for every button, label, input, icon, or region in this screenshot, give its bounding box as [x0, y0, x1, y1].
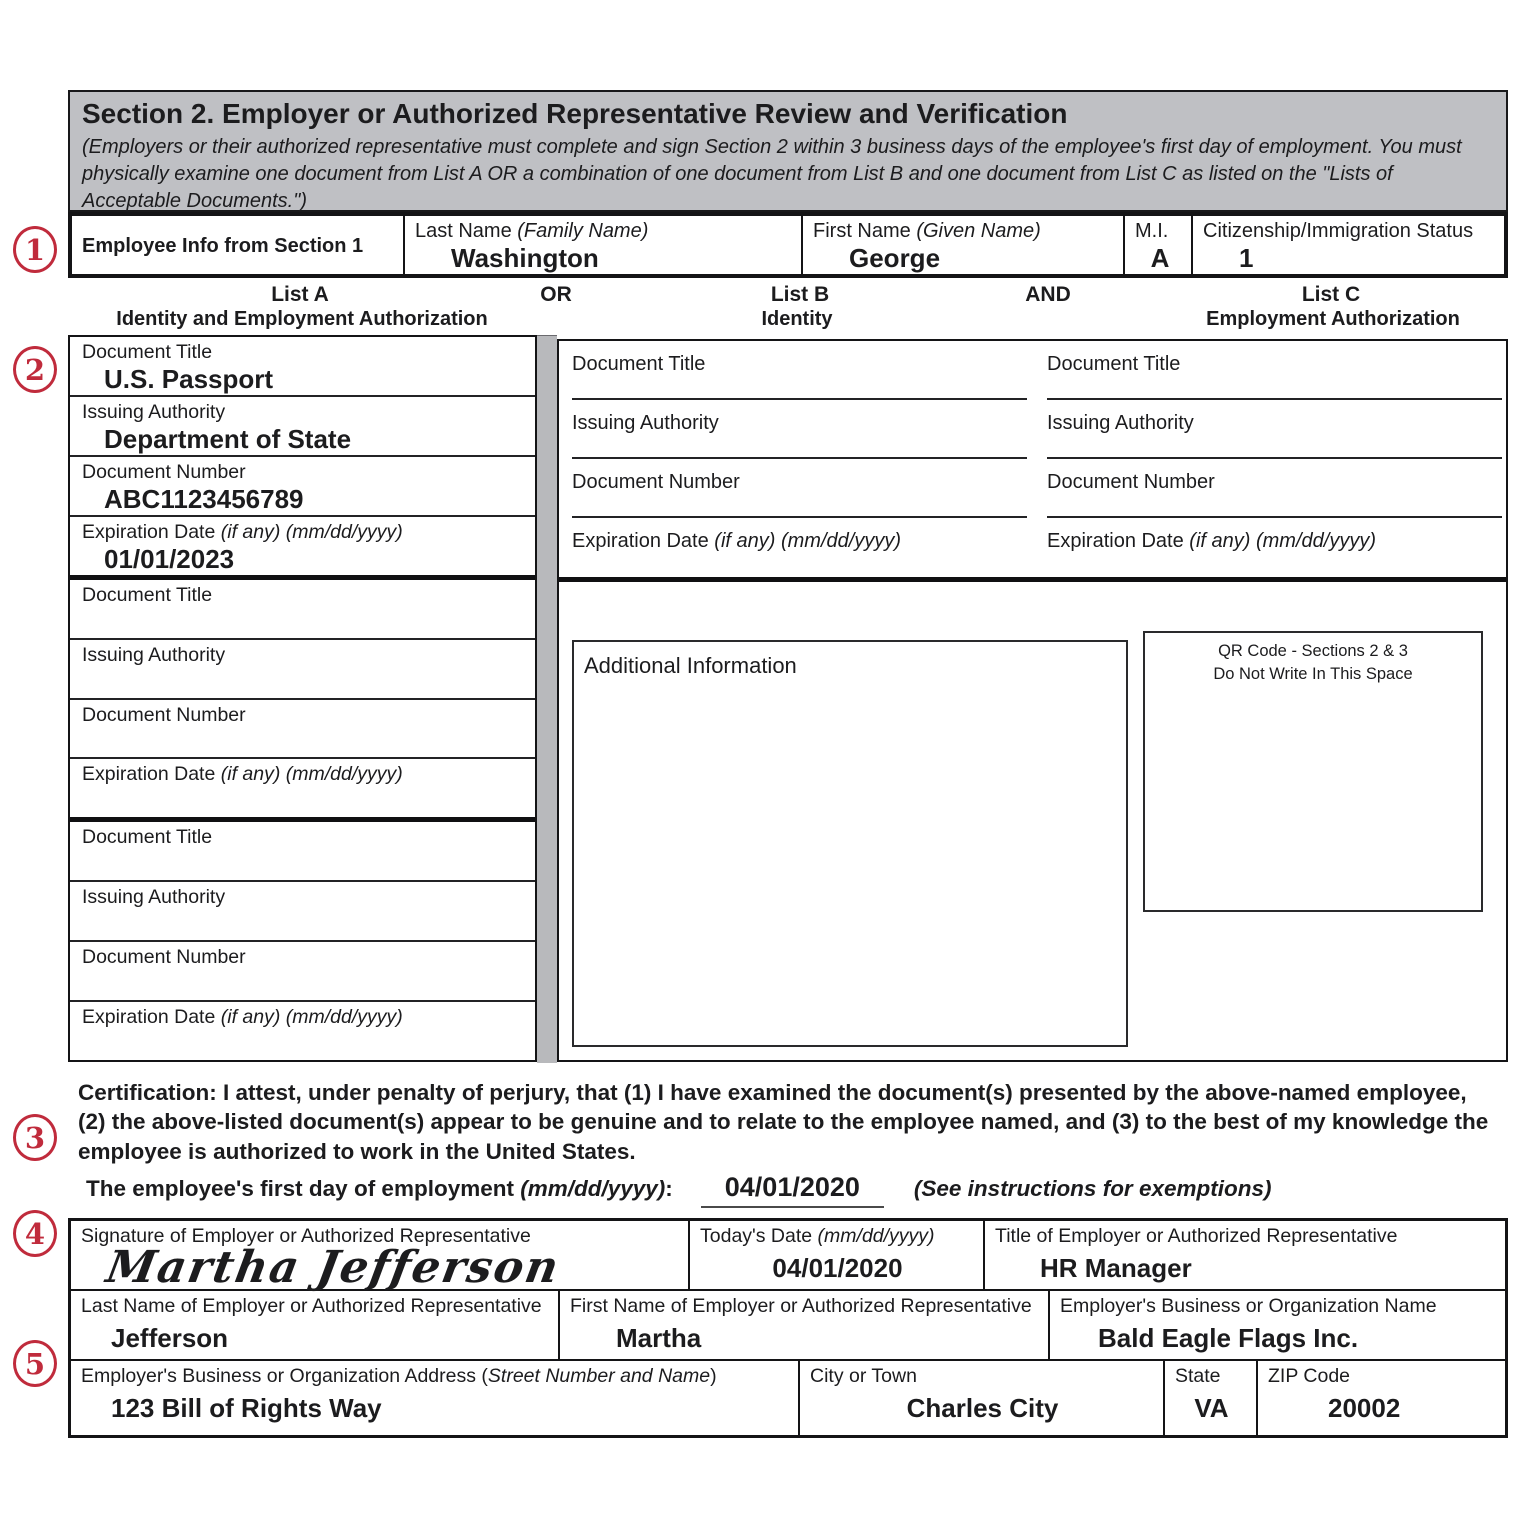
step-marker-number: 2 — [24, 352, 46, 387]
issuing-authority-label: Issuing Authority — [572, 412, 719, 434]
thick-horizontal-divider — [559, 577, 1506, 582]
column-divider-bar — [537, 335, 557, 1063]
certification-line-2: (2) the above-listed document(s) appear to be genuine and to relate to the employee named, and (3) to the best of my knowledge the — [78, 1109, 1489, 1135]
first-name-value[interactable]: George — [849, 243, 941, 273]
document-number-label: Document Number — [82, 703, 246, 726]
list-b-document-number-field[interactable] — [572, 459, 1027, 518]
section2-header — [68, 90, 1508, 212]
list-b-document-title-field[interactable] — [572, 341, 1027, 400]
list-a-doc3-document-number-field[interactable] — [70, 942, 535, 1002]
todays-date-value[interactable]: 04/01/2020 — [772, 1253, 903, 1284]
list-b-header: List B — [770, 283, 830, 306]
expiration-date-label: Expiration Date (if any) (mm/dd/yyyy) — [82, 520, 403, 543]
list-b-c-panel — [557, 339, 1508, 1062]
qr-code-caption-line1: QR Code - Sections 2 & 3 — [1218, 642, 1408, 660]
employee-info-section-label-text: Employee Info from Section 1 — [82, 235, 364, 257]
expiration-date-label: Expiration Date (if any) (mm/dd/yyyy) — [82, 763, 403, 786]
list-b-subtitle: Identity — [761, 308, 833, 330]
employer-last-name-value[interactable]: Jefferson — [111, 1323, 229, 1354]
zip-code-value[interactable]: 20002 — [1328, 1393, 1401, 1424]
list-a-column — [68, 335, 537, 1062]
middle-initial-value[interactable]: A — [1150, 243, 1170, 273]
step-marker-4 — [13, 1210, 57, 1257]
step-marker-5 — [13, 1340, 57, 1387]
employer-last-name-field[interactable] — [71, 1291, 560, 1359]
last-name-field[interactable] — [405, 216, 803, 274]
step-marker-number: 5 — [24, 1346, 46, 1381]
last-name-label: Last Name (Family Name) — [415, 220, 649, 242]
document-title-label: Document Title — [82, 826, 213, 849]
first-day-value[interactable]: 04/01/2020 — [701, 1172, 884, 1208]
document-number-value[interactable]: ABC1123456789 — [104, 484, 304, 515]
list-a-doc3-document-title-field[interactable] — [70, 822, 535, 882]
citizenship-status-value[interactable]: 1 — [1239, 243, 1254, 273]
certification-label: Certification: — [78, 1080, 217, 1105]
employer-signature-table — [68, 1218, 1508, 1438]
additional-information-label: Additional Information — [584, 653, 797, 678]
list-a-doc1-document-title-field[interactable] — [70, 337, 535, 397]
list-a-doc3-expiration-date-field[interactable] — [70, 1002, 535, 1060]
list-a-doc1-document-number-field[interactable] — [70, 457, 535, 517]
additional-information-box[interactable] — [572, 640, 1128, 1047]
list-c-column — [1047, 341, 1502, 577]
document-title-label: Document Title — [82, 341, 213, 363]
list-a-doc2-document-number-field[interactable] — [70, 700, 535, 760]
employer-last-name-label: Last Name of Employer or Authorized Representative — [81, 1295, 542, 1317]
employer-signature-field[interactable] — [71, 1221, 690, 1294]
list-c-subtitle: Employment Authorization — [1206, 308, 1460, 330]
list-c-header: List C — [1301, 283, 1361, 306]
employer-first-name-value[interactable]: Martha — [616, 1323, 702, 1354]
employee-info-table — [68, 212, 1508, 278]
issuing-authority-label: Issuing Authority — [82, 643, 226, 666]
list-a-header: List A — [271, 283, 329, 306]
issuing-authority-value[interactable]: Department of State — [104, 424, 352, 455]
list-a-doc2-expiration-date-field[interactable] — [70, 759, 535, 822]
list-c-issuing-authority-field[interactable] — [1047, 400, 1502, 459]
zip-code-label: ZIP Code — [1268, 1365, 1351, 1387]
document-number-label: Document Number — [1047, 471, 1215, 493]
step-marker-number: 1 — [24, 232, 46, 267]
first-name-label: First Name (Given Name) — [813, 220, 1041, 242]
document-title-label: Document Title — [82, 583, 213, 606]
todays-date-label: Today's Date (mm/dd/yyyy) — [700, 1225, 935, 1247]
list-a-subtitle: Identity and Employment Authorization — [116, 308, 488, 330]
zip-code-field[interactable] — [1258, 1361, 1505, 1435]
citizenship-status-field[interactable] — [1193, 216, 1504, 274]
list-c-expiration-date-field[interactable] — [1047, 518, 1502, 577]
exemptions-note: (See instructions for exemptions) — [913, 1176, 1272, 1201]
state-value[interactable]: VA — [1194, 1393, 1229, 1424]
document-title-label: Document Title — [572, 353, 706, 375]
employer-address-field[interactable] — [71, 1361, 800, 1435]
list-a-doc1-expiration-date-field[interactable] — [70, 517, 535, 580]
list-c-document-number-field[interactable] — [1047, 459, 1502, 518]
certification-paragraph — [78, 1078, 1516, 1166]
employee-info-section-label — [72, 216, 405, 274]
expiration-date-label: Expiration Date (if any) (mm/dd/yyyy) — [572, 530, 901, 552]
city-field[interactable] — [800, 1361, 1165, 1435]
middle-initial-label: M.I. — [1135, 220, 1169, 242]
list-a-doc2-issuing-authority-field[interactable] — [70, 640, 535, 700]
issuing-authority-label: Issuing Authority — [82, 400, 226, 423]
employer-organization-label: Employer's Business or Organization Name — [1060, 1295, 1437, 1317]
list-a-doc2-document-title-field[interactable] — [70, 580, 535, 640]
list-a-doc3-issuing-authority-field[interactable] — [70, 882, 535, 942]
issuing-authority-label: Issuing Authority — [82, 886, 226, 909]
city-label: City or Town — [810, 1365, 917, 1387]
or-connector: OR — [540, 283, 572, 306]
employer-title-field[interactable] — [985, 1221, 1505, 1289]
certification-line-3: employee is authorized to work in the United States. — [78, 1138, 636, 1164]
step-marker-1 — [13, 226, 57, 273]
citizenship-status-label: Citizenship/Immigration Status — [1203, 220, 1474, 242]
step-marker-3 — [13, 1114, 57, 1161]
list-c-document-title-field[interactable] — [1047, 341, 1502, 400]
employer-title-label: Title of Employer or Authorized Representative — [995, 1225, 1398, 1247]
employer-signature-value[interactable]: Martha Jefferson — [102, 1242, 565, 1294]
employer-title-value[interactable]: HR Manager — [1040, 1253, 1192, 1284]
issuing-authority-label: Issuing Authority — [1047, 412, 1194, 434]
document-title-label: Document Title — [1047, 353, 1181, 375]
state-label: State — [1175, 1365, 1221, 1387]
employer-signature-label: Signature of Employer or Authorized Representative — [81, 1225, 531, 1247]
list-b-column — [572, 341, 1027, 577]
first-day-label: The employee's first day of employment (mm/dd/yyyy): — [86, 1176, 673, 1201]
middle-initial-field[interactable] — [1125, 216, 1193, 274]
first-name-field[interactable] — [803, 216, 1125, 274]
document-title-value[interactable]: U.S. Passport — [104, 364, 274, 395]
expiration-date-label: Expiration Date (if any) (mm/dd/yyyy) — [1047, 530, 1376, 552]
first-day-of-employment-row — [86, 1172, 1271, 1208]
step-marker-number: 4 — [24, 1216, 46, 1251]
employer-first-name-field[interactable] — [560, 1291, 1050, 1359]
employer-address-value[interactable]: 123 Bill of Rights Way — [111, 1393, 382, 1424]
document-number-label: Document Number — [82, 946, 246, 969]
employer-organization-value[interactable]: Bald Eagle Flags Inc. — [1098, 1323, 1359, 1354]
state-field[interactable] — [1165, 1361, 1258, 1435]
step-marker-number: 3 — [24, 1120, 46, 1155]
document-number-label: Document Number — [82, 460, 246, 483]
section2-title: Section 2. Employer or Authorized Representative Review and Verification — [82, 98, 1068, 129]
expiration-date-label: Expiration Date (if any) (mm/dd/yyyy) — [82, 1006, 403, 1029]
qr-code-box — [1143, 631, 1483, 912]
todays-date-field[interactable] — [690, 1221, 985, 1289]
employer-address-label: Employer's Business or Organization Address (Street Number and Name) — [81, 1365, 717, 1387]
last-name-value[interactable]: Washington — [451, 243, 599, 273]
list-b-issuing-authority-field[interactable] — [572, 400, 1027, 459]
document-number-label: Document Number — [572, 471, 740, 493]
city-value[interactable]: Charles City — [906, 1393, 1059, 1424]
list-a-doc1-issuing-authority-field[interactable] — [70, 397, 535, 457]
certification-line-1: I attest, under penalty of perjury, that (1) I have examined the document(s) presented by the above-named employee, — [216, 1080, 1467, 1105]
list-b-expiration-date-field[interactable] — [572, 518, 1027, 577]
and-connector: AND — [1025, 283, 1071, 306]
section2-instructions: (Employers or their authorized representative must complete and sign Section 2 within 3 business days of the employee's first day of employment. You must physically examine one document from List A OR a combination of one document from List B and one document from List C as listed on the "Lists of Acceptable Documents.") — [82, 135, 1462, 212]
step-marker-2 — [13, 346, 57, 393]
employer-organization-field[interactable] — [1050, 1291, 1505, 1359]
expiration-date-value[interactable]: 01/01/2023 — [104, 544, 235, 575]
employer-first-name-label: First Name of Employer or Authorized Representative — [570, 1295, 1032, 1317]
qr-code-caption-line2: Do Not Write In This Space — [1213, 665, 1413, 684]
